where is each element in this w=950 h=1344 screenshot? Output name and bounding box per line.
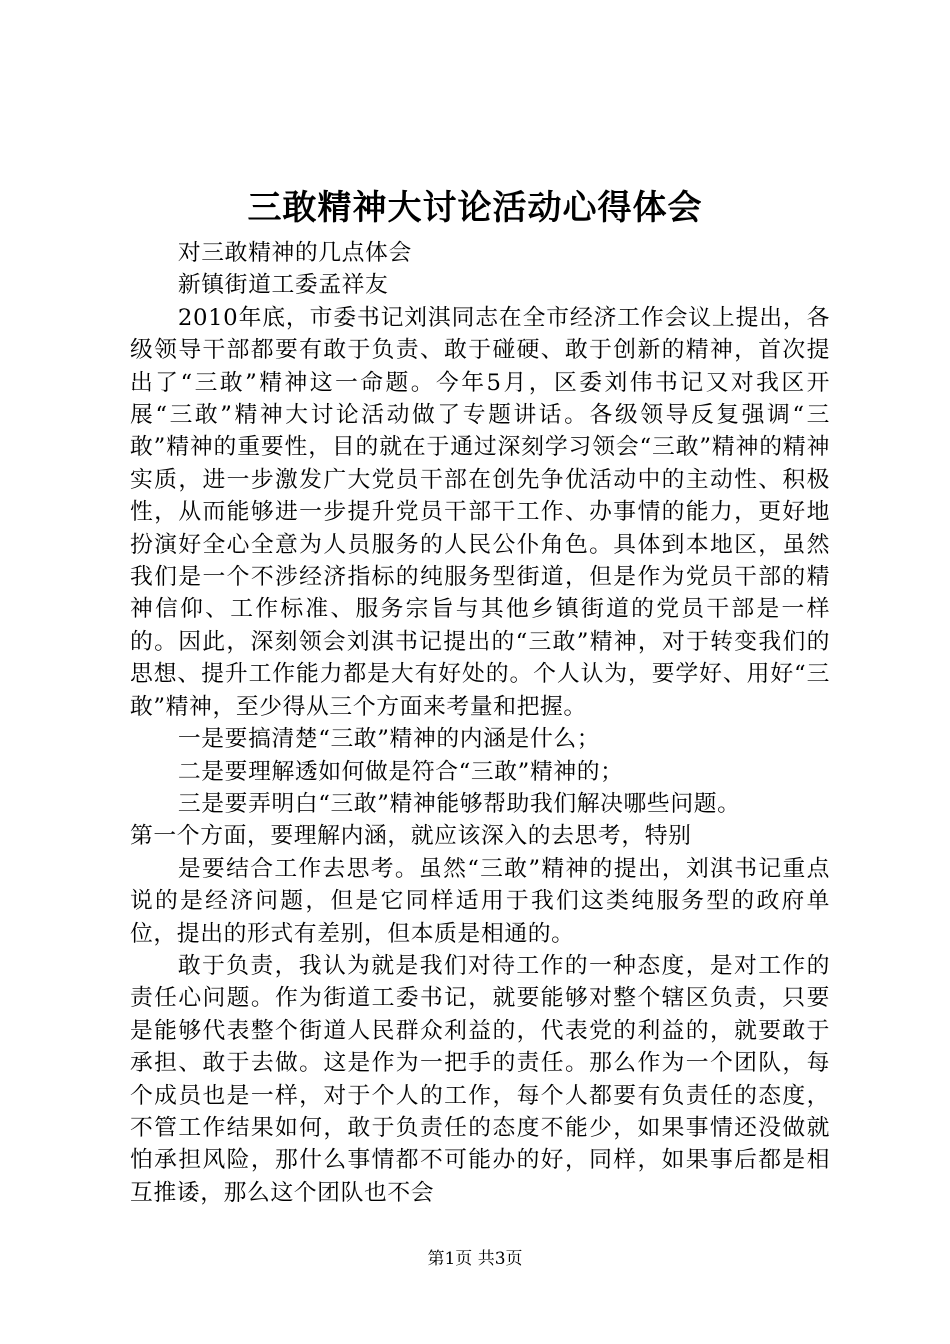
body-paragraph: 2010年底，市委书记刘淇同志在全市经济工作会议上提出，各级领导干部都要有敢于负责、敢于碰硬、敢于创新的精神，首次提出了“三敢”精神这一命题。今年5月，区委刘伟书记又对我区开展“三敢”精神大讨论活动做了专题讲话。各级领导反复强调“三敢”精神的重要性，目的就在于通过深刻学习领会“三敢”精神的精神实质，进一步激发广大党员干部在创先争优活动中的主动性、积极性，从而能够进一步提升党员干部干工作、办事情的能力，更好地扮演好全心全意为人员服务的人民公仆角色。具体到本地区，虽然我们是一个不涉经济指标的纯服务型街道，但是作为党员干部的精神信仰、工作标准、服务宗旨与其他乡镇街道的党员干部是一样的。因此，深刻领会刘淇书记提出的“三敢”精神，对于转变我们的思想、提升工作能力都是大有好处的。个人认为，要学好、用好“三敢”精神，至少得从三个方面来考量和把握。 [130, 304, 830, 720]
document-body [130, 237, 830, 1209]
page-footer: 第1页 共3页 [427, 1249, 523, 1269]
body-paragraph: 第一个方面，要理解内涵，就应该深入的去思考，特别 [130, 823, 692, 850]
body-paragraph: 敢于负责，我认为就是我们对待工作的一种态度，是对工作的责任心问题。作为街道工委书记，就要能够对整个辖区负责，只要是能够代表整个街道人民群众利益的，代表党的利益的，就要敢于承担、敢于去做。这是作为一把手的责任。那么作为一个团队，每个成员也是一样，对于个人的工作，每个人都要有负责任的态度，不管工作结果如何，敢于负责任的态度不能少，如果事情还没做就怕承担风险，那什么事情都不可能办的好，同样，如果事后都是相互推诿，那么这个团队也不会 [130, 952, 830, 1206]
document-title: 三敢精神大讨论活动心得体会 [247, 188, 703, 228]
body-paragraph: 是要结合工作去思考。虽然“三敢”精神的提出，刘淇书记重点说的是经济问题，但是它同样适用于我们这类纯服务型的政府单位，提出的形式有差别，但本质是相通的。 [130, 855, 830, 947]
body-paragraph: 二是要理解透如何做是符合“三敢”精神的； [177, 758, 624, 785]
subtitle-paragraph: 对三敢精神的几点体会 [177, 240, 412, 266]
body-paragraph: 一是要搞清楚“三敢”精神的内涵是什么； [177, 726, 601, 753]
author-paragraph: 新镇街道工委孟祥友 [177, 272, 389, 299]
body-paragraph: 三是要弄明白“三敢”精神能够帮助我们解决哪些问题。 [177, 790, 741, 817]
